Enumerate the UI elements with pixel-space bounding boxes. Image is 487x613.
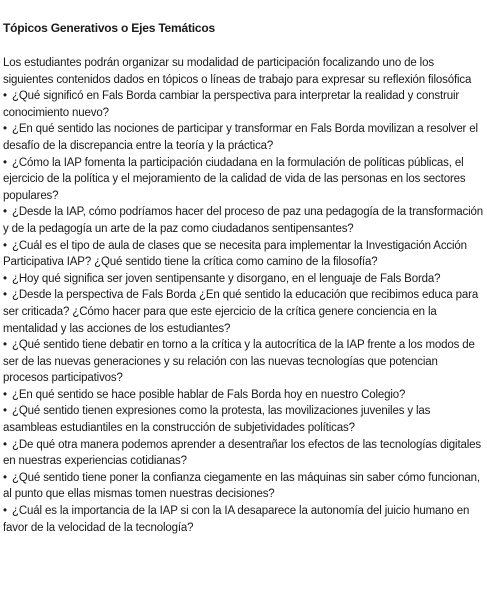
- question-item: [3, 238, 484, 271]
- bullet-icon: •: [3, 289, 7, 302]
- document-title: Tópicos Generativos o Ejes Temáticos: [3, 21, 215, 35]
- question-text: ¿Qué sentido tiene debatir en torno a la crítica y la autocrítica de la IAP frente a los modos de ser de las nuevas generaciones y su relación con las nuevas tecnologías que potencian procesos participativos?: [3, 339, 475, 385]
- question-item: [3, 437, 484, 470]
- question-item: [3, 337, 484, 387]
- question-item: [3, 155, 484, 205]
- question-text: ¿Qué sentido tiene poner la confianza ciegamente en las máquinas sin saber cómo funcionan, al punto que ellas mismas tomen nuestras decisiones?: [3, 471, 480, 501]
- question-text: ¿Desde la perspectiva de Fals Borda ¿En qué sentido la educación que recibimos educa para ser criticada? ¿Cómo hacer para que este ejercicio de la crítica genere conciencia en la mentalidad y las acciones de los estudiantes?: [3, 289, 479, 335]
- question-list: [3, 88, 484, 536]
- question-text: ¿En qué sentido se hace posible hablar de Fals Borda hoy en nuestro Colegio?: [12, 388, 406, 401]
- question-text: ¿Qué significó en Fals Borda cambiar la perspectiva para interpretar la realidad y construir conocimiento nuevo?: [3, 90, 460, 119]
- intro-paragraph: Los estudiantes podrán organizar su modalidad de participación focalizando uno de los siguientes contenidos dados en tópicos o líneas de trabajo para expresar su reflexión filosófica: [3, 57, 472, 86]
- question-text: ¿Cómo la IAP fomenta la participación ciudadana en la formulación de políticas públicas, el ejercicio de la política y el mejoramiento de la calidad de vida de las personas en los sectores populares?: [3, 156, 466, 202]
- question-text: ¿Hoy qué significa ser joven sentipensante y disorgano, en el lenguaje de Fals Borda?: [12, 272, 441, 285]
- question-item: [3, 503, 484, 536]
- question-text: ¿Cuál es la importancia de la IAP si con la IA desaparece la autonomía del juicio humano en favor de la velocidad de la tecnología?: [3, 505, 470, 534]
- bullet-icon: •: [3, 206, 7, 219]
- bullet-icon: •: [3, 405, 7, 418]
- question-item: [3, 403, 484, 436]
- bullet-icon: •: [3, 438, 7, 451]
- question-item: [3, 387, 484, 404]
- document-body: [3, 55, 484, 536]
- question-item: [3, 470, 484, 503]
- bullet-icon: •: [3, 339, 7, 352]
- bullet-icon: •: [3, 239, 7, 252]
- bullet-icon: •: [3, 156, 7, 169]
- question-text: ¿Qué sentido tienen expresiones como la protesta, las movilizaciones juveniles y las asambleas estudiantiles en la construcción de subjetividades políticas?: [3, 405, 431, 435]
- bullet-icon: •: [3, 123, 7, 136]
- question-text: ¿De qué otra manera podemos aprender a desentrañar los efectos de las tecnologías digitales en nuestras experiencias cotidianas?: [3, 438, 482, 468]
- question-text: ¿En qué sentido las nociones de participar y transformar en Fals Borda movilizan a resolver el desafío de la discrepancia entre la teoría y la práctica?: [3, 123, 478, 152]
- question-item: [3, 121, 484, 154]
- question-item: [3, 287, 484, 337]
- bullet-icon: •: [3, 505, 7, 518]
- question-text: ¿Cuál es el tipo de aula de clases que se necesita para implementar la Investigación Acción Participativa IAP? ¿Qué sentido tiene la crítica como camino de la filosofía?: [3, 239, 467, 269]
- bullet-icon: •: [3, 90, 7, 103]
- question-item: [3, 88, 484, 121]
- question-item: [3, 271, 484, 288]
- bullet-icon: •: [3, 471, 7, 484]
- question-item: [3, 204, 484, 237]
- bullet-icon: •: [3, 272, 7, 285]
- question-text: ¿Desde la IAP, cómo podríamos hacer del proceso de paz una pedagogía de la transformación y de la pedagogía un arte de la paz como ciudadanos sentipensantes?: [3, 206, 484, 235]
- bullet-icon: •: [3, 388, 7, 401]
